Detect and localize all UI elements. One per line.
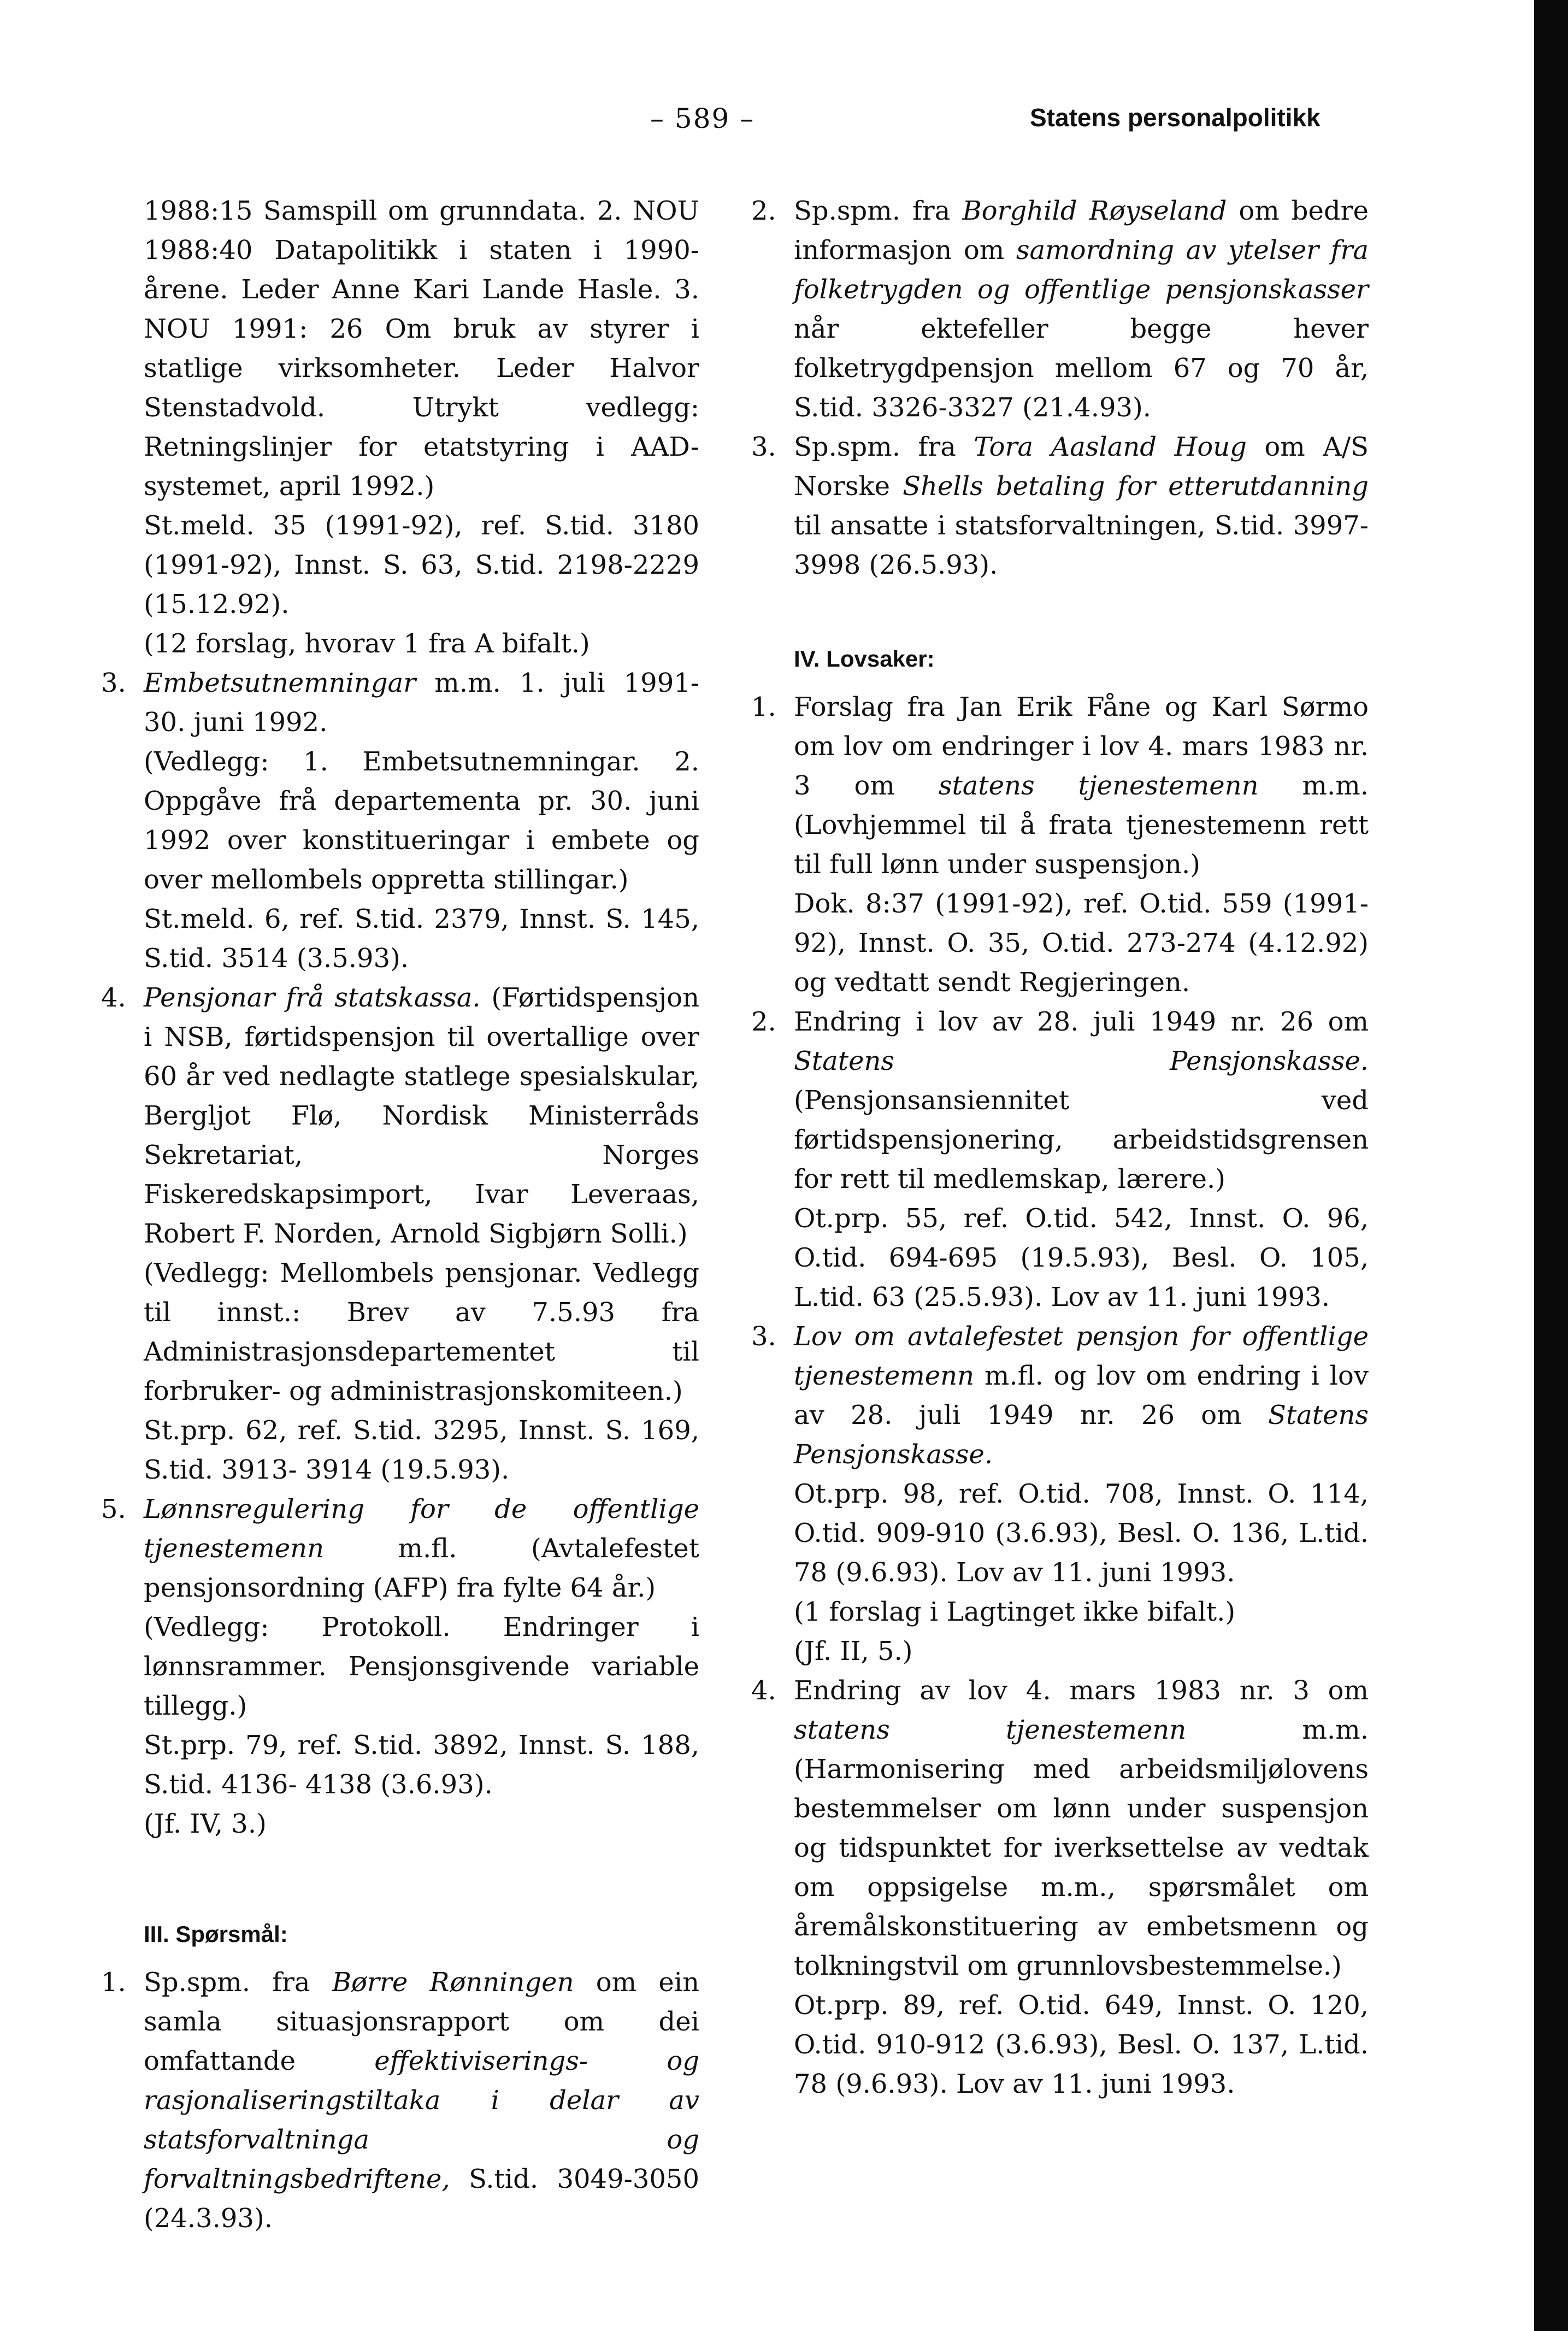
item-text: Forslag fra Jan Erik Fåne og Karl Sørmo om lov om endringer i lov 4. mars 1983 nr. 3 om <box>794 692 1369 801</box>
list-item <box>101 663 699 978</box>
list-item <box>751 1002 1369 1317</box>
item-text: når ektefeller begge hever folketrygdpensjon mellom 67 og 70 år, S.tid. 3326-3327 (21.4.93). <box>794 314 1369 423</box>
item-text: S.tid. 3049-3050 (24.3.93). <box>144 2164 699 2234</box>
list-item <box>751 687 1369 1002</box>
item-text: m.fl. og lov om endring i lov av 28. juli 1949 nr. 26 om <box>794 1361 1369 1431</box>
item-text: om ein samla situasjonsrapport om dei omfattande <box>144 1967 700 2076</box>
item-text: Endring i lov av 28. juli 1949 nr. 26 om <box>794 1006 1369 1037</box>
item-title: Lønnsregulering for de offentlige tjenestemenn <box>144 1494 699 1564</box>
list-item <box>101 1963 699 2238</box>
item-title: Lov om avtalefestet pensjon for offentlige tjenestemenn <box>794 1321 1369 1391</box>
item-line: (Jf. IV, 3.) <box>144 1809 267 1839</box>
section-heading: IV. Lovsaker: <box>794 646 935 672</box>
list-item <box>751 427 1369 585</box>
item-text: Sp.spm. fra <box>144 1967 332 1998</box>
item-text: om A/S Norske <box>794 432 1369 502</box>
item-title: Embetsutnemningar <box>144 668 416 698</box>
list-item <box>101 1490 699 1844</box>
item-text: m.m. 1. juli 1991-30. juni 1992. <box>144 668 699 738</box>
item-number: 2. <box>751 1006 776 1037</box>
list-item <box>101 978 699 1490</box>
item-text: m.m. (Lovhjemmel til å frata tjenestemenn rett til full lønn under suspensjon.) <box>794 770 1369 880</box>
item-text: Endring av lov 4. mars 1983 nr. 3 om <box>794 1675 1369 1706</box>
item-topic: effektiviserings- og rasjonaliseringstiltaka i delar av statsforvaltninga og forvaltningsbedriftene, <box>144 2046 699 2194</box>
continuation-text: St.meld. 35 (1991-92), ref. S.tid. 3180 (1991-92), Innst. S. 63, S.tid. 2198-2229 (15.12.92). <box>144 510 699 620</box>
item-line: St.prp. 62, ref. S.tid. 3295, Innst. S. 169, S.tid. 3913- 3914 (19.5.93). <box>144 1415 699 1485</box>
item-line: St.meld. 6, ref. S.tid. 2379, Innst. S. 145, S.tid. 3514 (3.5.93). <box>144 904 699 974</box>
item-text: om bedre informasjon om <box>794 196 1369 266</box>
list-item <box>751 1317 1369 1671</box>
scan-edge-bar <box>1534 0 1568 2331</box>
item-title: statens tjenestemenn <box>938 770 1259 801</box>
item-line: (Vedlegg: Mellombels pensjonar. Vedlegg til innst.: Brev av 7.5.93 fra Administrasjonsdepartementet til forbruker- og administrasjonskomiteen.) <box>144 1258 699 1406</box>
continuation-text: 1988:15 Samspill om grunndata. 2. NOU 1988:40 Datapolitikk i staten i 1990- årene. Leder Anne Kari Lande Hasle. 3. NOU 1991: 26 Om bruk av styrer i statlige virksomheter. Leder Halvor Stenstadvold. Utrykt vedlegg: Retningslinjer for etatstyring i AAD-systemet, april 1992.) <box>144 196 699 502</box>
right-column <box>751 191 1369 2104</box>
section-heading: III. Spørsmål: <box>144 1921 288 1947</box>
item-text: m.m. (Harmonisering med arbeidsmiljølovens bestemmelser om lønn under suspensjon og tidspunktet for iverksettelse av vedtak om oppsigelse m.m., spørsmålet om åremålskonstituering av embetsmenn og tolkningstvil om grunnlovsbestemmelse.) <box>794 1715 1369 1981</box>
item-text: (Førtidspensjon i NSB, førtidspensjon til overtallige over 60 år ved nedlagte statlege spesialskular, Bergljot Flø, Nordisk Ministerråds Sekretariat, Norges Fiskeredskapsimport, Ivar Leveraas, Robert F. Norden, Arnold Sigbjørn Solli.) <box>144 982 699 1249</box>
item-topic: samordning av ytelser fra folketrygden og offentlige pensjonskasser <box>794 235 1369 305</box>
item-number: 2. <box>751 196 776 226</box>
item-line: (Vedlegg: 1. Embetsutnemningar. 2. Oppgåve frå departementa pr. 30. juni 1992 over konstitueringar i embete og over mellombels oppretta stillingar.) <box>144 746 699 895</box>
item-number: 3. <box>751 1321 776 1352</box>
item-number: 5. <box>101 1494 126 1524</box>
item-title: Statens Pensjonskasse. <box>794 1400 1369 1470</box>
item-text: (Pensjonsansiennitet ved førtidspensjonering, arbeidstidsgrensen for rett til medlemskap, lærere.) <box>794 1085 1369 1194</box>
continuation-block <box>101 191 699 663</box>
item-line: St.prp. 79, ref. S.tid. 3892, Innst. S. 188, S.tid. 4136- 4138 (3.6.93). <box>144 1730 699 1800</box>
list-item <box>751 1671 1369 2104</box>
item-number: 4. <box>101 982 126 1013</box>
item-line: (1 forslag i Lagtinget ikke bifalt.) <box>794 1597 1236 1627</box>
item-text: til ansatte i statsforvaltningen, S.tid. 3997-3998 (26.5.93). <box>794 510 1369 580</box>
item-number: 1. <box>751 692 776 722</box>
page-header <box>0 103 1568 141</box>
item-title: Statens Pensjonskasse. <box>794 1046 1369 1076</box>
item-number: 3. <box>751 432 776 462</box>
item-line: Ot.prp. 55, ref. O.tid. 542, Innst. O. 96, O.tid. 694-695 (19.5.93), Besl. O. 105, L.tid. 63 (25.5.93). Lov av 11. juni 1993. <box>794 1203 1369 1312</box>
person-name: Børre Rønningen <box>332 1967 574 1998</box>
person-name: Borghild Røyseland <box>962 196 1227 226</box>
item-line: Ot.prp. 89, ref. O.tid. 649, Innst. O. 120, O.tid. 910-912 (3.6.93), Besl. O. 137, L.tid. 78 (9.6.93). Lov av 11. juni 1993. <box>794 1990 1369 2099</box>
page-number: – 589 – <box>650 103 755 134</box>
item-number: 1. <box>101 1967 126 1998</box>
item-title: statens tjenestemenn <box>794 1715 1187 1745</box>
left-column <box>101 191 699 2238</box>
item-text: Sp.spm. fra <box>794 432 974 462</box>
item-line: Dok. 8:37 (1991-92), ref. O.tid. 559 (1991-92), Innst. O. 35, O.tid. 273-274 (4.12.92) og vedtatt sendt Regjeringen. <box>794 888 1369 998</box>
item-line: (Vedlegg: Protokoll. Endringer i lønnsrammer. Pensjonsgivende variable tillegg.) <box>144 1612 699 1721</box>
item-number: 3. <box>101 668 126 698</box>
item-line: Ot.prp. 98, ref. O.tid. 708, Innst. O. 114, O.tid. 909-910 (3.6.93), Besl. O. 136, L.tid. 78 (9.6.93). Lov av 11. juni 1993. <box>794 1479 1369 1588</box>
item-number: 4. <box>751 1675 776 1706</box>
item-line: (Jf. II, 5.) <box>794 1636 913 1667</box>
list-item <box>751 191 1369 427</box>
item-text: m.fl. (Avtalefestet pensjonsordning (AFP) fra fylte 64 år.) <box>144 1533 699 1603</box>
item-text: Sp.spm. fra <box>794 196 963 226</box>
item-topic: Shells betaling for etterutdanning <box>903 471 1369 502</box>
continuation-text: (12 forslag, hvorav 1 fra A bifalt.) <box>144 628 590 659</box>
item-title: Pensjonar frå statskassa. <box>144 982 481 1013</box>
running-title: Statens personalpolitikk <box>1030 103 1321 132</box>
person-name: Tora Aasland Houg <box>974 432 1247 462</box>
